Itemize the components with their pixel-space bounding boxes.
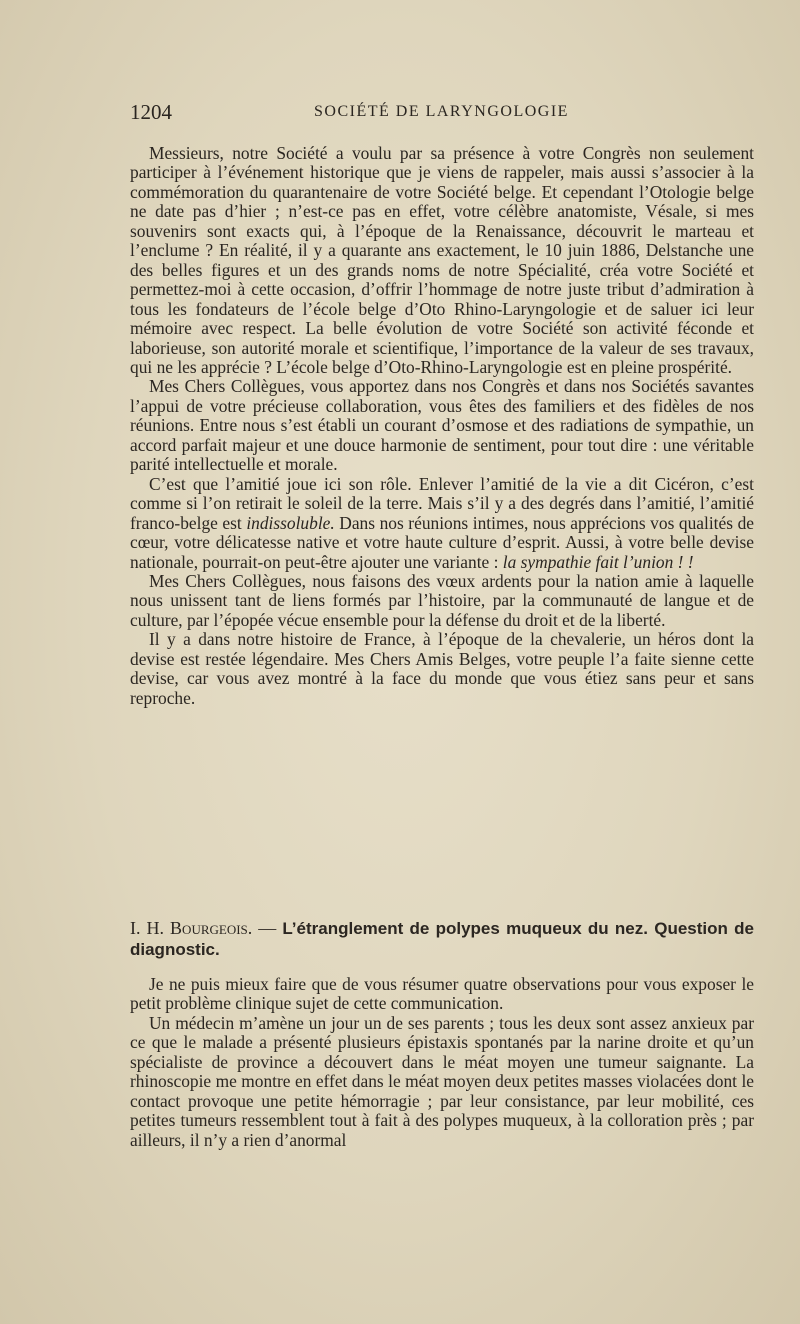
italic-text: indissoluble. bbox=[246, 512, 335, 533]
italic-text: la sympathie fait l’union ! ! bbox=[502, 551, 694, 572]
text-run: Dans nos réunions intimes, nous apprécions vos qualités de cœur, votre délicatesse native et votre haute culture d’esprit. Aussi, à votre belle devise nationale, pourrait-on peut-être ajouter une variante : bbox=[130, 512, 754, 572]
paragraph: Il y a dans notre histoire de France, à l’époque de la chevalerie, un héros dont la devise est restée légendaire. Mes Chers Amis Belges, votre peuple l’a faite sienne cette devise, car vous avez montré à la face du monde que vous étiez sans peur et sans reproche. bbox=[130, 629, 754, 708]
paragraph: Je ne puis mieux faire que de vous résumer quatre observations pour vous exposer le petit problème clinique sujet de cette communication. bbox=[130, 974, 754, 1014]
speech-text bbox=[130, 144, 754, 708]
paragraph bbox=[130, 475, 754, 572]
paragraph: Un médecin m’amène un jour un de ses parents ; tous les deux sont assez anxieux par ce que le malade a présenté plusieurs épistaxis spontanés par la narine droite et qu’un spécialiste de province a découvert dans le méat moyen une tumeur saignante. La rhinoscopie me montre en effet dans le méat moyen deux petites masses violacées dont le contact provoque une petite hémorragie ; par leur consistance, par leur mobilité, ces petites tumeurs ressemblent tout à fait à des polypes muqueux, à la colloration près ; par ailleurs, il n’y a rien d’anormal bbox=[130, 1012, 754, 1150]
text-run: C’est que l’amitié joue ici son rôle. Enlever l’amitié de la vie a dit Cicéron, c’est comme si l’on retirait le soleil de la terre. Mais s’il y a des degrés dans l’amitié, l’amitié franco-belge est bbox=[130, 473, 754, 533]
section-title: L’étranglement de polypes muqueux du nez. Question de diagnostic. bbox=[130, 919, 754, 959]
section-heading bbox=[130, 918, 754, 960]
paragraph: Mes Chers Collègues, nous faisons des vœux ardents pour la nation amie à laquelle nous unissent tant de liens formés par l’histoire, par la communauté de langue et de culture, par l’épopée vécue ensemble pour la défense du droit et de la liberté. bbox=[130, 570, 754, 630]
section-dash: — bbox=[252, 918, 283, 938]
section-author: I. H. Bourgeois. bbox=[130, 918, 253, 938]
article-text bbox=[130, 975, 754, 1150]
paragraph: Messieurs, notre Société a voulu par sa présence à votre Congrès non seulement participer à l’événement historique que je viens de rappeler, mais aussi s’associer à la commémoration du quarantenaire de votre Société belge. Et cependant l’Otologie belge ne date pas d’hier ; n’est-ce pas en effet, votre célèbre anatomiste, Vésale, si mes souvenirs sont exacts qui, à l’époque de la Renaissance, découvrit le marteau et l’enclume ? En réalité, il y a quarante ans exactement, le 10 juin 1886, Delstanche une des belles figures et un des grands noms de notre Spécialité, créa votre Société et permettez-moi à cette occasion, d’offrir l’hommage de notre juste tribut d’admiration à tous les fondateurs de l’école belge d’Oto Rhino-Laryngologie et de saluer ici leur mémoire avec respect. La belle évolution de votre Société son activité féconde et laborieuse, son autorité morale et scientifique, l’importance de la valeur de ses travaux, qui ne les apprécie ? L’école belge d’Oto-Rhino-Laryngologie est en pleine prospérité. bbox=[130, 143, 754, 377]
page-header bbox=[130, 100, 754, 130]
page-number: 1204 bbox=[130, 100, 172, 124]
running-title: SOCIÉTÉ DE LARYNGOLOGIE bbox=[314, 103, 569, 120]
paragraph: Mes Chers Collègues, vous apportez dans nos Congrès et dans nos Sociétés savantes l’appui de votre précieuse collaboration, vous êtes des familiers et des fidèles de nos réunions. Entre nous s’est établi un courant d’osmose et des radiations de sympathie, un accord parfait majeur et une douce harmonie de sentiment, pour tout dire : une véritable parité intellectuelle et morale. bbox=[130, 376, 754, 475]
